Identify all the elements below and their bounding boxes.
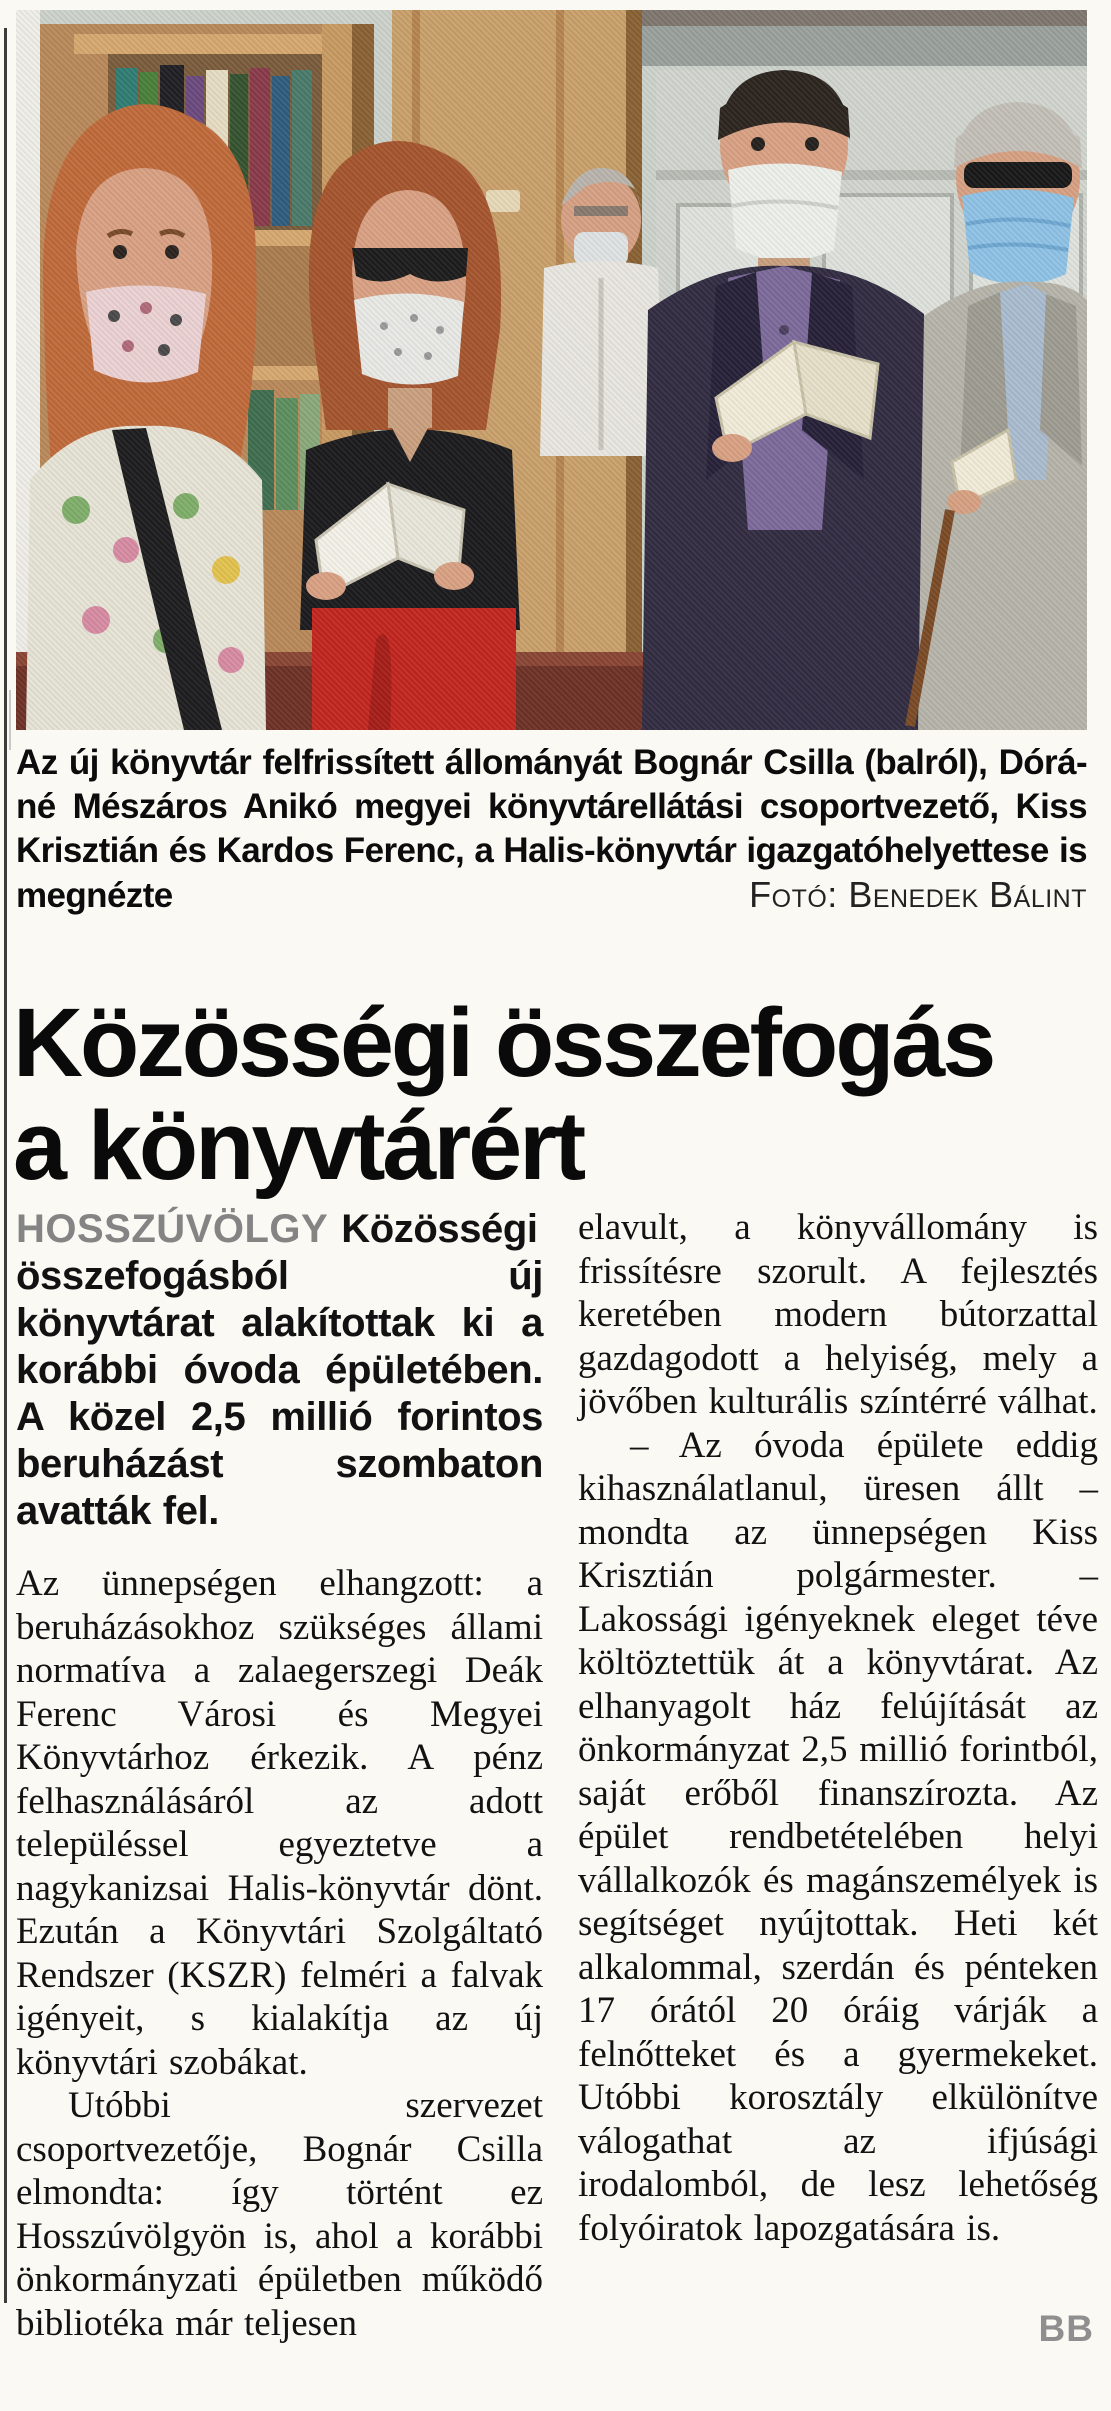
caption-line: megnézte — [16, 876, 173, 915]
article-headline — [13, 987, 1098, 1200]
body-paragraph: elavult, a könyvállomány is frissítésre szorult. A fejlesztés keretében modern bútorzattal gazdagodott a helyiség, mely a jövőben kulturális színtérré válhat. — [578, 1207, 1098, 1422]
lead-text: Közösségi összefogásból új könyvtárat alakítottak ki a korábbi óvoda épületében. A közel 2,5 millió forintos beruházást szombaton avatták fel. — [16, 1207, 543, 1533]
article-photo-illustration — [16, 10, 1087, 730]
lead-paragraph — [16, 1206, 543, 1535]
person-bognar-csilla — [26, 104, 266, 730]
caption-line: Az új könyvtár felfrissített állományát Bognár Csilla (balról), Dórá- — [16, 743, 1087, 782]
location-tag: HOSSZÚVÖLGY — [16, 1207, 329, 1251]
article-photo — [16, 10, 1087, 730]
author-initials: BB — [1038, 2308, 1094, 2349]
body-paragraph: Utóbbi szervezet csoportvezetője, Bognár Csilla elmondta: így történt ez Hosszúvölgyön is, ahol a korábbi önkormányzati épületben működő bibliotéka már teljesen — [16, 2085, 543, 2344]
photo-caption — [16, 741, 1087, 918]
photo-credit: Fotó: Benedek Bálint — [749, 874, 1087, 915]
scan-edge-artifact — [4, 28, 7, 2303]
article-column-right — [578, 1206, 1098, 2250]
headline-line-1: Közösségi összefogás — [13, 987, 994, 1097]
caption-line: né Mészáros Anikó megyei könyvtárellátási csoportvezető, Kiss — [16, 787, 1087, 826]
body-paragraph: – Az óvoda épülete eddig kihasználatlanul, üresen állt – mondta az ünnepségen Kiss Krisztián polgármester. – Lakossági igényeknek eleget téve költöztettük át a könyvtárat. Az elhanyagolt ház felújítását az önkormányzat 2,5 millió forintból, saját erőből finanszírozta. Az épület rendbetételében helyi vállalkozók és magánszemélyek is segítséget nyújtottak. Heti két alkalommal, szerdán és pénteken 17 órától 20 óráig várják a felnőtteket és a gyermekeket. Utóbbi korosztály elkülönítve válogathat az ifjúsági irodalomból, de lesz lehetőség folyóiratok lapozgatására is. — [578, 1424, 1098, 2249]
article-column-left — [16, 1206, 543, 2345]
body-paragraph: Az ünnepségen elhangzott: a beruházásokhoz szükséges állami normatíva a zalaegerszegi Deák Ferenc Városi és Megyei Könyvtárhoz érkezik. A pénz felhasználásáról az adott településsel egyeztetve a nagykanizsai Halis-könyvtár dönt. Ezután a Könyvtári Szolgáltató Rendszer (KSZR) felméri a falvak igényeit, s kialakítja az új könyvtári szobákat. — [16, 1563, 543, 2083]
scan-mark-artifact — [9, 690, 11, 750]
headline-line-2: a könyvtárért — [13, 1090, 584, 1200]
caption-line: Krisztián és Kardos Ferenc, a Halis-könyvtár igazgatóhelyettese is — [16, 831, 1087, 870]
